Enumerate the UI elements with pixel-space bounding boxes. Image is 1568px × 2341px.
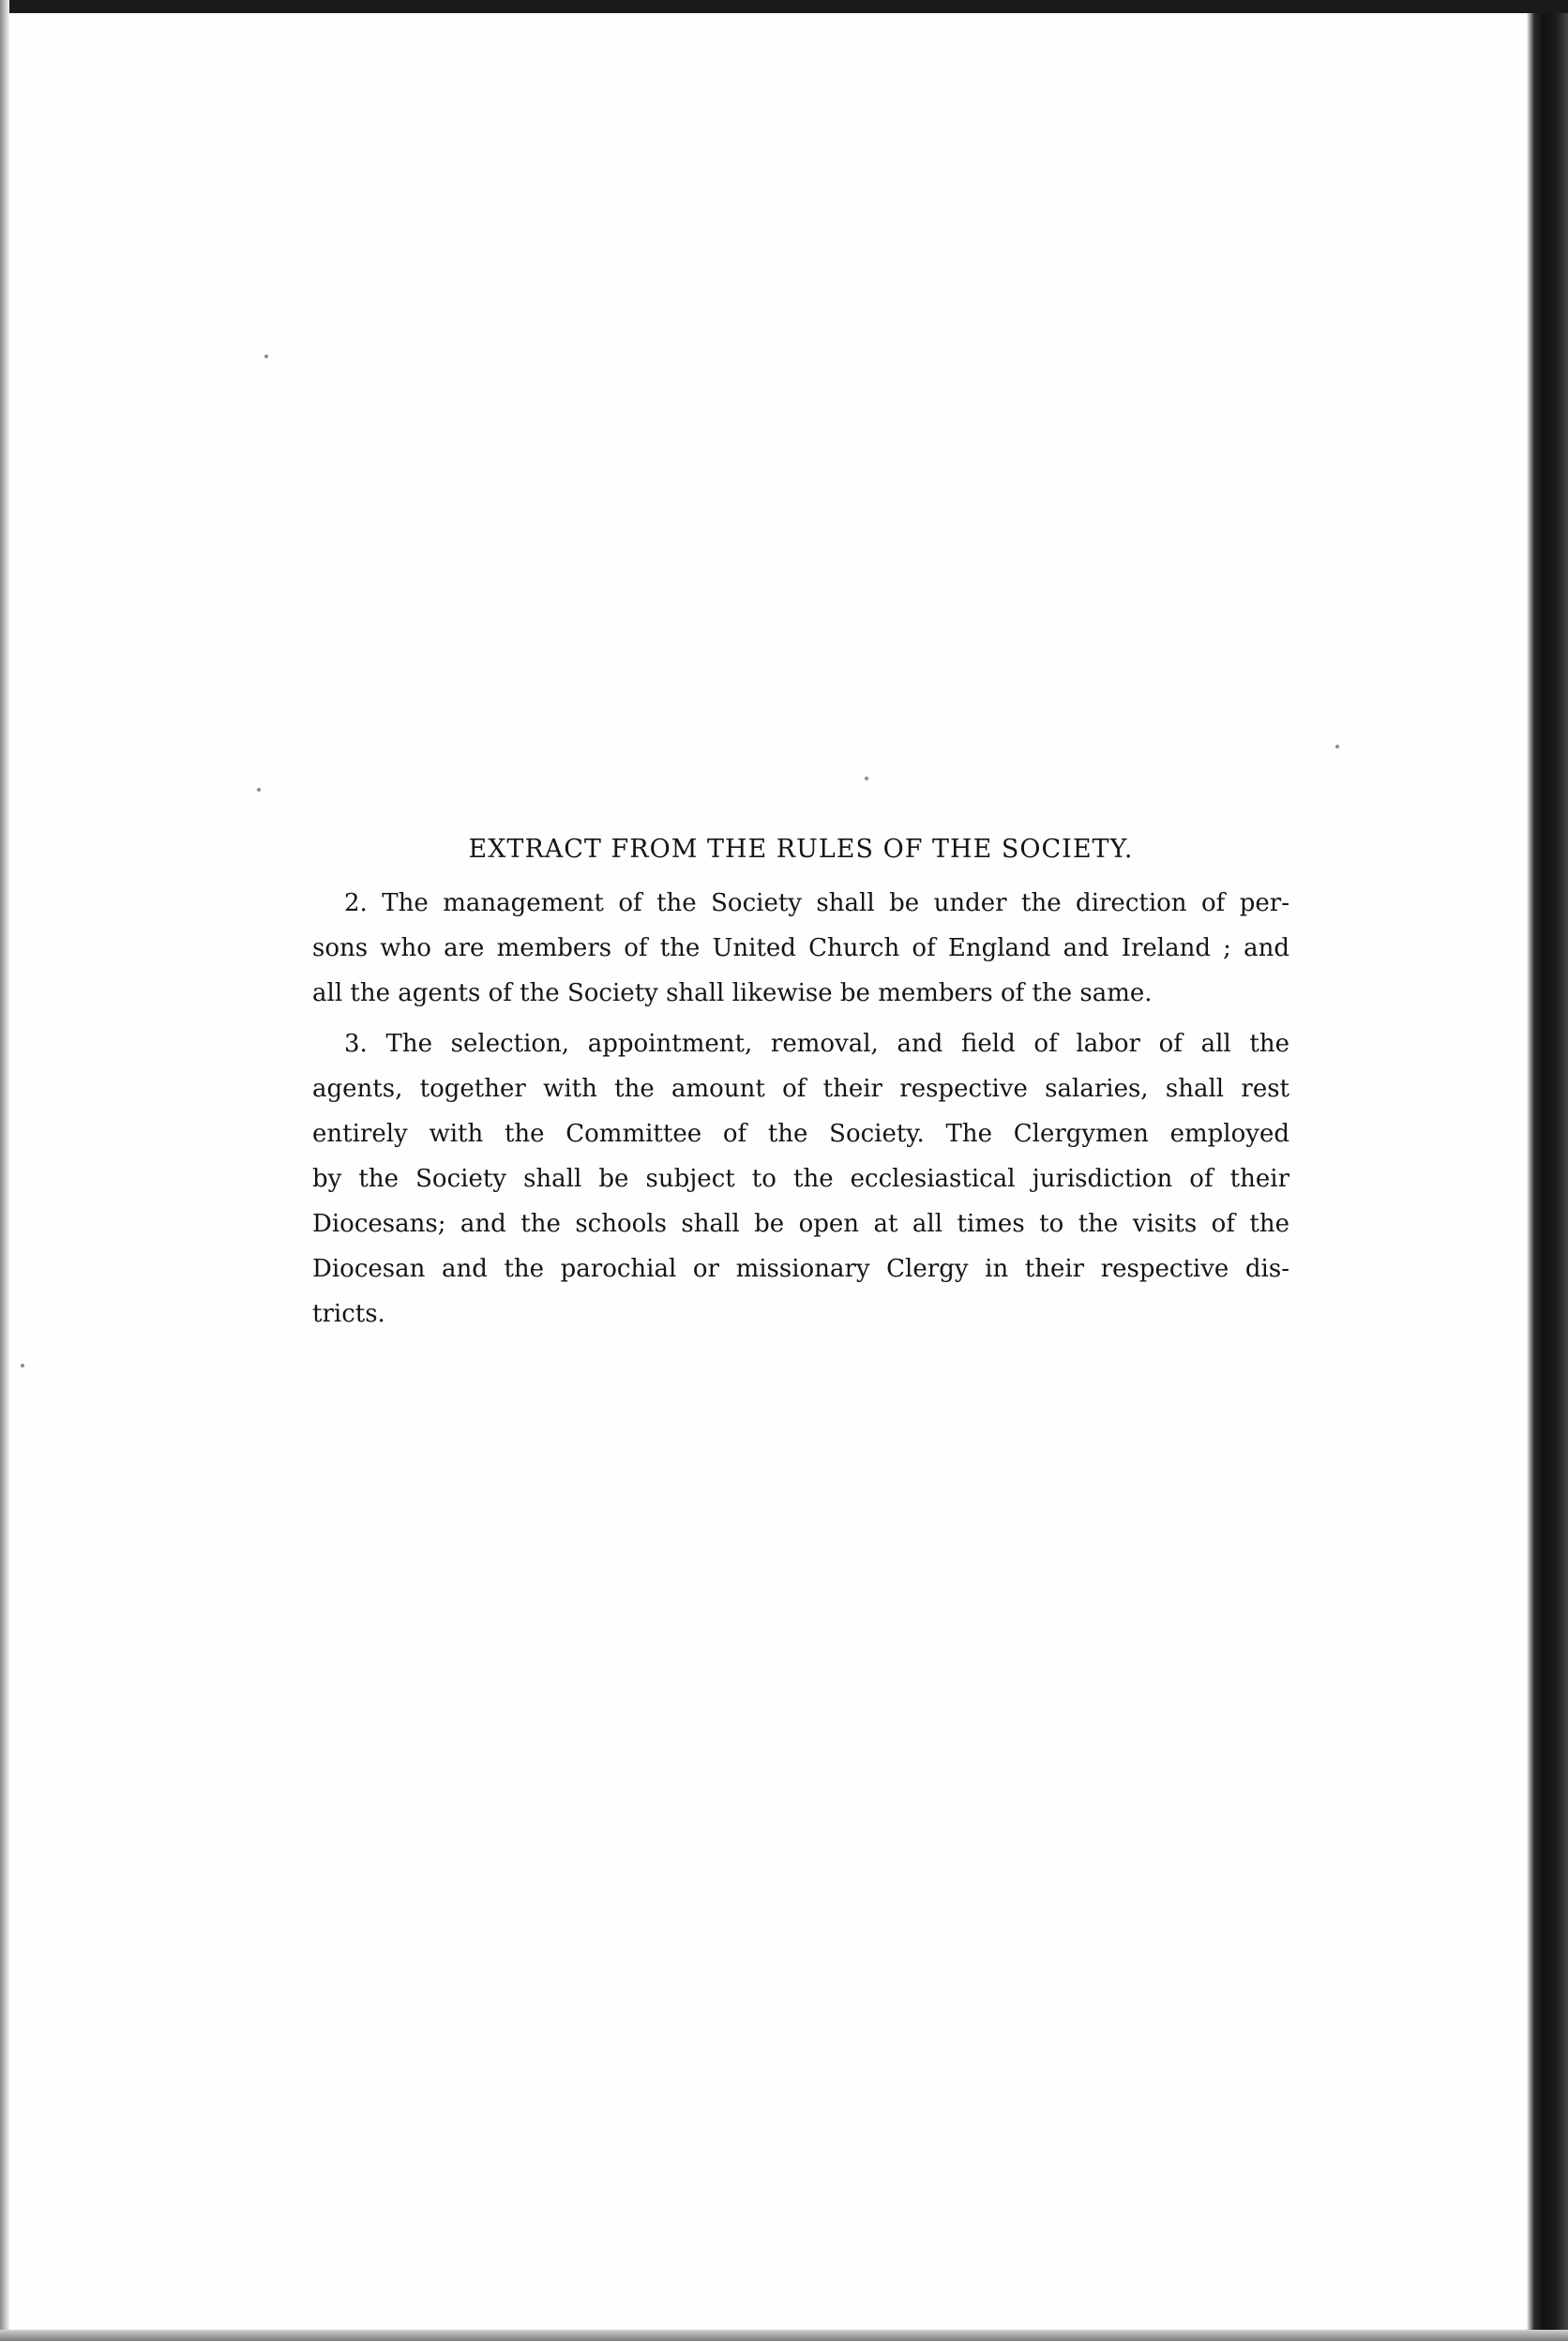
paper-speck xyxy=(865,777,868,780)
rule-line: all the agents of the Society shall likewise be members of the same. xyxy=(312,979,1153,1007)
paper-speck xyxy=(257,788,261,792)
paper-speck xyxy=(21,1364,24,1367)
scan-bottom-edge xyxy=(0,2330,1568,2341)
rule-line: Diocesan and the parochial or missionary Clergy in their respective dis- xyxy=(312,1255,1289,1283)
rule-line: entirely with the Committee of the Society. The Clergymen employed xyxy=(312,1120,1289,1148)
scan-right-edge xyxy=(1527,13,1568,2341)
rule-line: 3. The selection, appointment, removal, and field of labor of all the xyxy=(344,1030,1289,1058)
rule-line: by the Society shall be subject to the ecclesiastical jurisdiction of their xyxy=(312,1165,1289,1193)
scan-left-edge xyxy=(0,0,9,2341)
rule-line: tricts. xyxy=(312,1300,385,1328)
scan-top-border xyxy=(0,0,1568,13)
rule-line: 2. The management of the Society shall be under the direction of per- xyxy=(344,889,1289,917)
rule-line: agents, together with the amount of their respective salaries, shall rest xyxy=(312,1075,1289,1103)
rule-line: sons who are members of the United Church of England and Ireland ; and xyxy=(312,934,1289,962)
rule-paragraph-3 xyxy=(312,1021,1289,1337)
document-body xyxy=(312,835,1289,1342)
paper-speck xyxy=(1335,745,1339,748)
paper-speck xyxy=(264,355,268,358)
rule-paragraph-2 xyxy=(312,881,1289,1016)
rule-line: Diocesans; and the schools shall be open at all times to the visits of the xyxy=(312,1210,1289,1238)
document-heading: EXTRACT FROM THE RULES OF THE SOCIETY. xyxy=(468,835,1134,864)
